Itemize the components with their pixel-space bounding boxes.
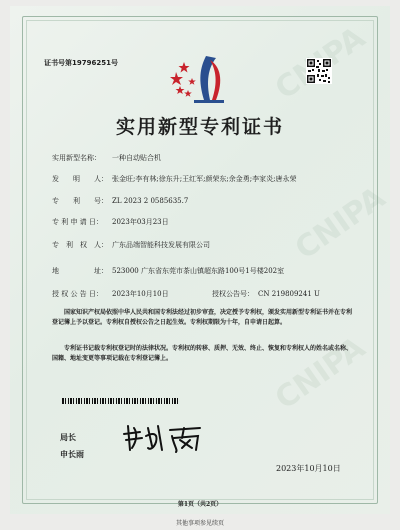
field-value: 2023年03月23日 <box>112 218 169 226</box>
field-label: 专 利 号： <box>52 197 108 205</box>
field-value: 2023年10月10日 <box>112 290 169 298</box>
patent-office-emblem-icon <box>170 50 228 104</box>
certificate-number: 证书号第19796251号 <box>44 59 118 67</box>
watermark-mark: CNIPA <box>269 330 372 417</box>
director-name: 申长雨 <box>60 449 84 459</box>
field-value: 广东品端智能科技发展有限公司 <box>112 241 210 249</box>
filing-date-row <box>52 217 169 227</box>
grant-date-row <box>52 289 320 299</box>
patentee-row <box>52 240 210 250</box>
utility-model-name-row <box>52 153 161 163</box>
grant-number-label: 授权公告号： <box>212 290 254 298</box>
director-signature-icon <box>118 420 208 454</box>
watermark-mark: CNIPA <box>289 180 392 267</box>
field-label: 实用新型名称： <box>52 154 101 162</box>
field-value: 一种自动贴合机 <box>112 154 161 162</box>
patent-number-row <box>52 196 189 206</box>
field-label: 授 权 公 告 日： <box>52 290 103 298</box>
director-title: 局长 <box>60 432 76 442</box>
certificate-title: 实用新型专利证书 <box>115 116 284 138</box>
address-row <box>52 266 285 276</box>
barcode-icon <box>62 398 180 404</box>
issue-date: 2023年10月10日 <box>276 464 341 473</box>
field-label: 专 利 权 人： <box>52 241 108 249</box>
field-value: ZL 2023 2 0585635.7 <box>112 197 189 205</box>
field-label: 专 利 申 请 日： <box>52 218 103 226</box>
field-value: 张金旺;李有林;徐东升;王红军;颜荣东;余金勇;李家炎;唐永荣 <box>112 175 297 183</box>
legal-paragraph-1: 国家知识产权局依照中华人民共和国专利法经过初步审查，决定授予专利权，颁发实用新型专利证书并在专利登记簿上予以登记。专利权自授权公告之日起生效。专利权期限为十年，自申请日起算。 <box>52 309 353 326</box>
footer-note: 其他事项参见续页 <box>175 520 224 527</box>
field-label: 发 明 人： <box>52 175 108 183</box>
inventor-row <box>52 174 297 184</box>
page-number: 第1页（共2页） <box>177 501 223 508</box>
field-label: 地 址： <box>52 267 108 275</box>
qr-code-icon <box>306 58 332 84</box>
field-value: 523000 广东省东莞市茶山镇超东路100号1号楼202室 <box>112 267 285 275</box>
legal-paragraph-2: 专利证书记载专利权登记时的法律状况。专利权的转移、质押、无效、终止、恢复和专利权人的姓名或名称、国籍、地址变更等事项记载在专利登记簿上。 <box>52 345 353 362</box>
grant-number-value: CN 219809241 U <box>258 290 320 298</box>
